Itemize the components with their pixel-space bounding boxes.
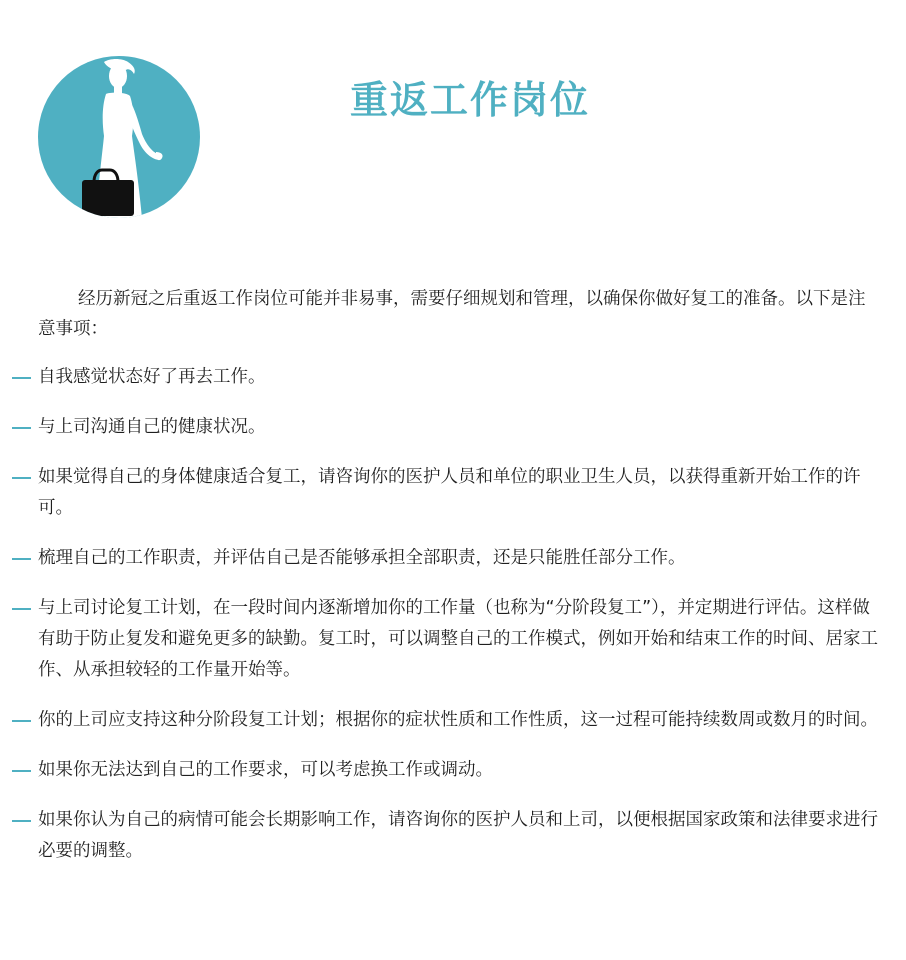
dash-bullet-icon [12,770,31,772]
list-item-text: 与上司沟通自己的健康状况。 [38,417,266,437]
list-item [12,462,880,524]
list-item-text: 如果觉得自己的身体健康适合复工，请咨询你的医护人员和单位的职业卫生人员，以获得重新开始工作的许可。 [38,467,861,518]
list-item [12,705,880,736]
dash-bullet-icon [12,720,31,722]
list-item [12,805,880,867]
list-item [12,412,880,443]
list-item [12,593,880,686]
list-item [12,362,880,393]
intro-paragraph: 经历新冠之后重返工作岗位可能并非易事，需要仔细规划和管理，以确保你做好复工的准备。以下是注意事项： [38,289,866,339]
list-item [12,543,880,574]
list-item [12,755,880,786]
list-item-text: 与上司讨论复工计划，在一段时间内逐渐增加你的工作量（也称为“分阶段复工”），并定期进行评估。这样做有助于防止复发和避免更多的缺勤。复工时，可以调整自己的工作模式，例如开始和结束工作的时间、居家工作、从承担较轻的工作量开始等。 [38,598,878,680]
dash-bullet-icon [12,608,31,610]
dash-bullet-icon [12,427,31,429]
list-item-text: 如果你认为自己的病情可能会长期影响工作，请咨询你的医护人员和上司，以便根据国家政策和法律要求进行必要的调整。 [38,810,878,861]
dash-bullet-icon [12,377,31,379]
page-title: 重返工作岗位 [349,78,590,123]
list-item-text: 如果你无法达到自己的工作要求，可以考虑换工作或调动。 [38,760,493,780]
dash-bullet-icon [12,477,31,479]
dash-bullet-icon [12,820,31,822]
dash-bullet-icon [12,558,31,560]
tips-list [12,362,880,886]
list-item-text: 梳理自己的工作职责，并评估自己是否能够承担全部职责，还是只能胜任部分工作。 [38,548,686,568]
list-item-text: 你的上司应支持这种分阶段复工计划；根据你的症状性质和工作性质，这一过程可能持续数周或数月的时间。 [38,710,878,730]
list-item-text: 自我感觉状态好了再去工作。 [38,367,266,387]
